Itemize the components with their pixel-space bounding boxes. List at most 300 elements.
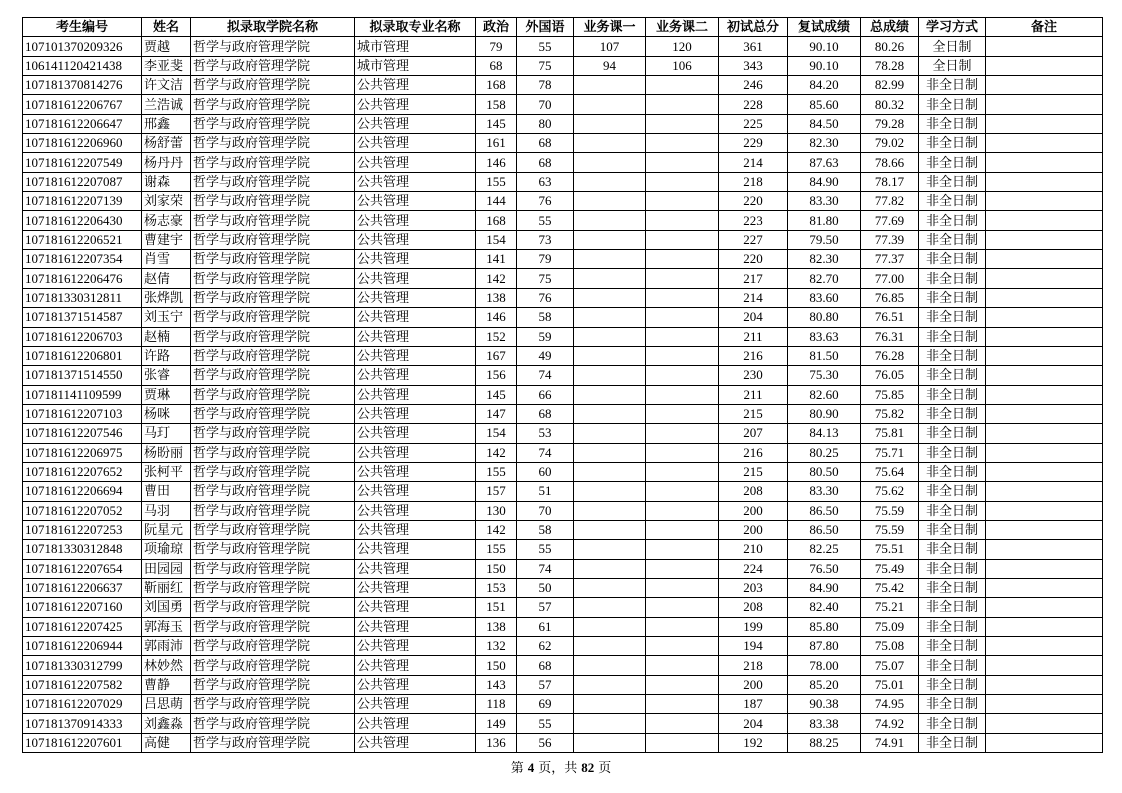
remarks-cell [986,37,1103,56]
name-cell: 张柯平 [142,462,191,481]
foreign-language-score-cell: 80 [517,114,574,133]
table-body [23,37,1103,753]
name-cell: 刘鑫淼 [142,714,191,733]
table-row [23,675,1103,694]
total-score-cell: 78.66 [861,153,919,172]
college-cell: 哲学与政府管理学院 [191,250,355,269]
politics-score-cell: 151 [476,598,517,617]
study-mode-cell: 全日制 [919,56,986,75]
foreign-language-score-cell: 66 [517,385,574,404]
study-mode-cell: 非全日制 [919,308,986,327]
total-score-cell: 80.26 [861,37,919,56]
study-mode-cell: 非全日制 [919,520,986,539]
table-row [23,250,1103,269]
subject-two-score-cell [646,404,719,423]
table-row [23,404,1103,423]
candidate-id-cell: 107181612207160 [23,598,142,617]
retest-score-cell: 85.20 [788,675,861,694]
study-mode-cell: 非全日制 [919,192,986,211]
retest-score-cell: 85.80 [788,617,861,636]
subject-one-score-cell [574,288,646,307]
table-row [23,578,1103,597]
subject-one-score-cell [574,192,646,211]
table-row [23,520,1103,539]
subject-two-score-cell [646,211,719,230]
retest-score-cell: 84.13 [788,424,861,443]
preliminary-total-cell: 215 [719,404,788,423]
study-mode-cell: 非全日制 [919,366,986,385]
study-mode-cell: 非全日制 [919,559,986,578]
retest-score-cell: 83.63 [788,327,861,346]
table-row [23,346,1103,365]
college-cell: 哲学与政府管理学院 [191,211,355,230]
total-score-cell: 78.28 [861,56,919,75]
total-score-cell: 76.05 [861,366,919,385]
preliminary-total-cell: 200 [719,675,788,694]
subject-two-score-cell [646,385,719,404]
foreign-language-score-cell: 78 [517,76,574,95]
preliminary-total-cell: 361 [719,37,788,56]
name-cell: 郭海玉 [142,617,191,636]
subject-one-score-cell [574,385,646,404]
subject-one-score-cell [574,501,646,520]
major-cell: 公共管理 [355,617,476,636]
subject-two-score-cell [646,346,719,365]
table-row [23,37,1103,56]
header-retest-score: 复试成绩 [788,18,861,37]
candidate-id-cell: 107181612206960 [23,134,142,153]
remarks-cell [986,520,1103,539]
college-cell: 哲学与政府管理学院 [191,733,355,752]
retest-score-cell: 78.00 [788,656,861,675]
subject-one-score-cell: 94 [574,56,646,75]
remarks-cell [986,637,1103,656]
table-row [23,230,1103,249]
subject-two-score-cell: 106 [646,56,719,75]
subject-two-score-cell [646,559,719,578]
retest-score-cell: 88.25 [788,733,861,752]
admission-score-table [22,17,1103,753]
table-row [23,192,1103,211]
candidate-id-cell: 107181612207601 [23,733,142,752]
preliminary-total-cell: 216 [719,443,788,462]
college-cell: 哲学与政府管理学院 [191,366,355,385]
major-cell: 公共管理 [355,501,476,520]
total-score-cell: 82.99 [861,76,919,95]
politics-score-cell: 138 [476,288,517,307]
retest-score-cell: 86.50 [788,501,861,520]
remarks-cell [986,56,1103,75]
candidate-id-cell: 107181612206430 [23,211,142,230]
subject-one-score-cell [574,520,646,539]
candidate-id-cell: 107181612207582 [23,675,142,694]
college-cell: 哲学与政府管理学院 [191,308,355,327]
name-cell: 杨咪 [142,404,191,423]
preliminary-total-cell: 227 [719,230,788,249]
study-mode-cell: 非全日制 [919,211,986,230]
subject-two-score-cell [646,443,719,462]
name-cell: 曹静 [142,675,191,694]
preliminary-total-cell: 220 [719,250,788,269]
foreign-language-score-cell: 55 [517,540,574,559]
remarks-cell [986,76,1103,95]
name-cell: 赵倩 [142,269,191,288]
name-cell: 杨丹丹 [142,153,191,172]
major-cell: 公共管理 [355,656,476,675]
total-score-cell: 76.31 [861,327,919,346]
subject-two-score-cell [646,501,719,520]
candidate-id-cell: 107181612207652 [23,462,142,481]
study-mode-cell: 非全日制 [919,443,986,462]
name-cell: 许文洁 [142,76,191,95]
subject-two-score-cell [646,250,719,269]
subject-two-score-cell [646,308,719,327]
retest-score-cell: 90.10 [788,56,861,75]
candidate-id-cell: 107181330312799 [23,656,142,675]
remarks-cell [986,366,1103,385]
total-page-number: 82 [581,760,595,775]
remarks-cell [986,404,1103,423]
remarks-cell [986,656,1103,675]
name-cell: 杨志豪 [142,211,191,230]
college-cell: 哲学与政府管理学院 [191,656,355,675]
politics-score-cell: 161 [476,134,517,153]
name-cell: 谢森 [142,172,191,191]
politics-score-cell: 79 [476,37,517,56]
subject-two-score-cell [646,172,719,191]
retest-score-cell: 84.90 [788,172,861,191]
politics-score-cell: 146 [476,153,517,172]
retest-score-cell: 82.30 [788,250,861,269]
subject-two-score-cell [646,269,719,288]
major-cell: 公共管理 [355,230,476,249]
foreign-language-score-cell: 73 [517,230,574,249]
remarks-cell [986,598,1103,617]
candidate-id-cell: 107181371514587 [23,308,142,327]
preliminary-total-cell: 218 [719,656,788,675]
name-cell: 曹建宇 [142,230,191,249]
table-row [23,56,1103,75]
name-cell: 高健 [142,733,191,752]
candidate-id-cell: 107181612207103 [23,404,142,423]
subject-one-score-cell [574,424,646,443]
politics-score-cell: 150 [476,656,517,675]
foreign-language-score-cell: 60 [517,462,574,481]
politics-score-cell: 145 [476,385,517,404]
college-cell: 哲学与政府管理学院 [191,404,355,423]
preliminary-total-cell: 194 [719,637,788,656]
header-name: 姓名 [142,18,191,37]
college-cell: 哲学与政府管理学院 [191,76,355,95]
subject-one-score-cell [574,230,646,249]
study-mode-cell: 非全日制 [919,114,986,133]
table-row [23,695,1103,714]
preliminary-total-cell: 218 [719,172,788,191]
total-score-cell: 75.01 [861,675,919,694]
subject-two-score-cell [646,637,719,656]
college-cell: 哲学与政府管理学院 [191,114,355,133]
subject-two-score-cell [646,366,719,385]
subject-two-score-cell [646,424,719,443]
major-cell: 公共管理 [355,172,476,191]
college-cell: 哲学与政府管理学院 [191,578,355,597]
subject-two-score-cell [646,675,719,694]
foreign-language-score-cell: 74 [517,559,574,578]
major-cell: 公共管理 [355,346,476,365]
total-score-cell: 79.28 [861,114,919,133]
retest-score-cell: 82.70 [788,269,861,288]
subject-two-score-cell [646,114,719,133]
page-number-footer [0,759,1122,777]
study-mode-cell: 非全日制 [919,501,986,520]
foreign-language-score-cell: 58 [517,308,574,327]
candidate-id-cell: 107181612207425 [23,617,142,636]
total-score-cell: 77.39 [861,230,919,249]
foreign-language-score-cell: 56 [517,733,574,752]
subject-two-score-cell: 120 [646,37,719,56]
subject-one-score-cell [574,598,646,617]
name-cell: 赵楠 [142,327,191,346]
college-cell: 哲学与政府管理学院 [191,56,355,75]
politics-score-cell: 156 [476,366,517,385]
study-mode-cell: 非全日制 [919,578,986,597]
politics-score-cell: 155 [476,540,517,559]
study-mode-cell: 全日制 [919,37,986,56]
major-cell: 公共管理 [355,637,476,656]
remarks-cell [986,288,1103,307]
college-cell: 哲学与政府管理学院 [191,559,355,578]
footer-prefix: 第 [510,760,524,775]
retest-score-cell: 80.50 [788,462,861,481]
header-subject-one: 业务课一 [574,18,646,37]
name-cell: 马羽 [142,501,191,520]
retest-score-cell: 82.30 [788,134,861,153]
study-mode-cell: 非全日制 [919,714,986,733]
name-cell: 张烨凯 [142,288,191,307]
study-mode-cell: 非全日制 [919,695,986,714]
total-score-cell: 80.32 [861,95,919,114]
politics-score-cell: 136 [476,733,517,752]
preliminary-total-cell: 220 [719,192,788,211]
major-cell: 公共管理 [355,675,476,694]
name-cell: 阮星元 [142,520,191,539]
retest-score-cell: 82.40 [788,598,861,617]
politics-score-cell: 141 [476,250,517,269]
study-mode-cell: 非全日制 [919,346,986,365]
name-cell: 曹田 [142,482,191,501]
subject-one-score-cell [574,76,646,95]
major-cell: 公共管理 [355,443,476,462]
retest-score-cell: 87.80 [788,637,861,656]
name-cell: 兰浩诚 [142,95,191,114]
retest-score-cell: 82.60 [788,385,861,404]
total-score-cell: 74.95 [861,695,919,714]
remarks-cell [986,153,1103,172]
study-mode-cell: 非全日制 [919,637,986,656]
foreign-language-score-cell: 51 [517,482,574,501]
politics-score-cell: 147 [476,404,517,423]
candidate-id-cell: 107181612206694 [23,482,142,501]
preliminary-total-cell: 343 [719,56,788,75]
subject-one-score-cell [574,95,646,114]
subject-one-score-cell [574,211,646,230]
remarks-cell [986,192,1103,211]
candidate-id-cell: 107101370209326 [23,37,142,56]
foreign-language-score-cell: 70 [517,501,574,520]
politics-score-cell: 68 [476,56,517,75]
table-row [23,76,1103,95]
retest-score-cell: 90.38 [788,695,861,714]
college-cell: 哲学与政府管理学院 [191,385,355,404]
subject-one-score-cell [574,675,646,694]
total-score-cell: 75.08 [861,637,919,656]
candidate-id-cell: 106141120421438 [23,56,142,75]
study-mode-cell: 非全日制 [919,404,986,423]
foreign-language-score-cell: 53 [517,424,574,443]
major-cell: 公共管理 [355,540,476,559]
study-mode-cell: 非全日制 [919,95,986,114]
foreign-language-score-cell: 74 [517,366,574,385]
header-foreign-language: 外国语 [517,18,574,37]
retest-score-cell: 83.60 [788,288,861,307]
subject-two-score-cell [646,598,719,617]
foreign-language-score-cell: 69 [517,695,574,714]
table-row [23,327,1103,346]
subject-one-score-cell [574,617,646,636]
subject-two-score-cell [646,76,719,95]
subject-one-score-cell [574,172,646,191]
remarks-cell [986,443,1103,462]
preliminary-total-cell: 210 [719,540,788,559]
politics-score-cell: 153 [476,578,517,597]
politics-score-cell: 149 [476,714,517,733]
subject-two-score-cell [646,153,719,172]
study-mode-cell: 非全日制 [919,172,986,191]
subject-one-score-cell [574,462,646,481]
college-cell: 哲学与政府管理学院 [191,288,355,307]
study-mode-cell: 非全日制 [919,269,986,288]
total-score-cell: 75.62 [861,482,919,501]
foreign-language-score-cell: 76 [517,192,574,211]
remarks-cell [986,501,1103,520]
major-cell: 公共管理 [355,733,476,752]
subject-one-score-cell [574,656,646,675]
total-score-cell: 77.37 [861,250,919,269]
college-cell: 哲学与政府管理学院 [191,540,355,559]
politics-score-cell: 154 [476,424,517,443]
remarks-cell [986,714,1103,733]
table-row [23,617,1103,636]
remarks-cell [986,269,1103,288]
header-total-score: 总成绩 [861,18,919,37]
study-mode-cell: 非全日制 [919,733,986,752]
subject-two-score-cell [646,230,719,249]
major-cell: 公共管理 [355,269,476,288]
retest-score-cell: 84.20 [788,76,861,95]
study-mode-cell: 非全日制 [919,598,986,617]
politics-score-cell: 155 [476,462,517,481]
study-mode-cell: 非全日制 [919,288,986,307]
name-cell: 许路 [142,346,191,365]
candidate-id-cell: 107181141109599 [23,385,142,404]
header-study-mode: 学习方式 [919,18,986,37]
study-mode-cell: 非全日制 [919,250,986,269]
header-candidate-id: 考生编号 [23,18,142,37]
college-cell: 哲学与政府管理学院 [191,617,355,636]
subject-two-score-cell [646,192,719,211]
total-score-cell: 75.59 [861,520,919,539]
remarks-cell [986,308,1103,327]
preliminary-total-cell: 228 [719,95,788,114]
study-mode-cell: 非全日制 [919,540,986,559]
remarks-cell [986,482,1103,501]
footer-mid: 页，共 [538,760,578,775]
subject-two-score-cell [646,617,719,636]
politics-score-cell: 158 [476,95,517,114]
college-cell: 哲学与政府管理学院 [191,443,355,462]
name-cell: 张睿 [142,366,191,385]
candidate-id-cell: 107181612207087 [23,172,142,191]
table-row [23,598,1103,617]
header-subject-two: 业务课二 [646,18,719,37]
remarks-cell [986,211,1103,230]
table-row [23,211,1103,230]
total-score-cell: 75.51 [861,540,919,559]
study-mode-cell: 非全日制 [919,424,986,443]
subject-one-score-cell [574,443,646,462]
major-cell: 公共管理 [355,695,476,714]
total-score-cell: 74.92 [861,714,919,733]
politics-score-cell: 157 [476,482,517,501]
candidate-id-cell: 107181612206944 [23,637,142,656]
table-row [23,308,1103,327]
preliminary-total-cell: 214 [719,288,788,307]
politics-score-cell: 144 [476,192,517,211]
candidate-id-cell: 107181612207052 [23,501,142,520]
study-mode-cell: 非全日制 [919,617,986,636]
college-cell: 哲学与政府管理学院 [191,462,355,481]
name-cell: 郭雨沛 [142,637,191,656]
foreign-language-score-cell: 74 [517,443,574,462]
politics-score-cell: 118 [476,695,517,714]
preliminary-total-cell: 230 [719,366,788,385]
retest-score-cell: 81.50 [788,346,861,365]
candidate-id-cell: 107181612207139 [23,192,142,211]
subject-one-score-cell [574,250,646,269]
foreign-language-score-cell: 68 [517,656,574,675]
total-score-cell: 76.51 [861,308,919,327]
table-row [23,559,1103,578]
subject-one-score-cell [574,733,646,752]
candidate-id-cell: 107181612206801 [23,346,142,365]
total-score-cell: 75.07 [861,656,919,675]
total-score-cell: 75.09 [861,617,919,636]
subject-one-score-cell [574,308,646,327]
college-cell: 哲学与政府管理学院 [191,346,355,365]
total-score-cell: 79.02 [861,134,919,153]
table-row [23,462,1103,481]
name-cell: 刘玉宁 [142,308,191,327]
table-row [23,637,1103,656]
major-cell: 公共管理 [355,462,476,481]
retest-score-cell: 86.50 [788,520,861,539]
study-mode-cell: 非全日制 [919,230,986,249]
preliminary-total-cell: 204 [719,714,788,733]
candidate-id-cell: 107181612206975 [23,443,142,462]
retest-score-cell: 80.25 [788,443,861,462]
politics-score-cell: 138 [476,617,517,636]
candidate-id-cell: 107181370814276 [23,76,142,95]
